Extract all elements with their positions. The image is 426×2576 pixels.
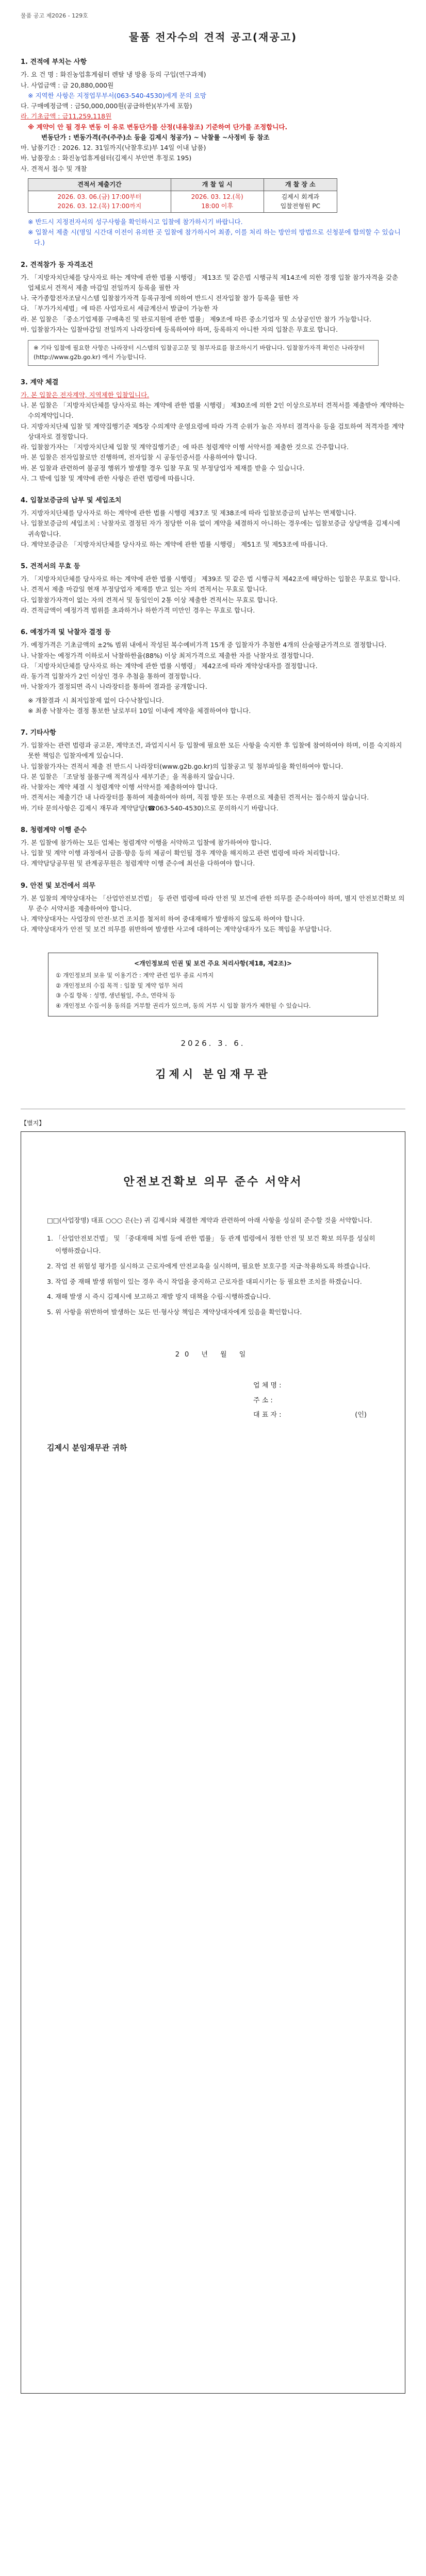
text-line: 다. 본 입찰은 「조달청 물품구매 적격심사 세부기준」을 적용하지 않습니다. bbox=[21, 772, 235, 781]
highlight-line: ※ 계약이 안 될 경우 변동 이 유로 변동단가를 산정(내용참조) 기준하여 단가를 조정합니다. bbox=[28, 123, 288, 131]
section-title: 3. 계약 체결 bbox=[21, 378, 59, 386]
table-header: 개 찰 일 시 bbox=[171, 178, 264, 191]
privacy-item: ③ 수집 항목 : 성명, 생년월일, 주소, 연락처 등 bbox=[56, 992, 176, 999]
signature-label: 주 소 : bbox=[253, 1396, 273, 1404]
page-title: 물품 전자수의 견적 공고(재공고) bbox=[128, 30, 298, 43]
text-line: 나. 계약상대자는 사업장의 안전·보건 조치를 철저히 하여 중대재해가 발생하지 않도록 하여야 합니다. bbox=[21, 915, 305, 923]
signature-value bbox=[300, 1379, 367, 1394]
text-line: 바. 본 입찰과 관련하여 불공정 행위가 발생할 경우 입찰 무효 및 부정당업자 제재를 받을 수 있습니다. bbox=[21, 464, 305, 472]
notice-date: 2026. 3. 6. bbox=[181, 1039, 245, 1048]
text-line: 나. 입찰보증금의 세입조치 : 낙찰자로 결정된 자가 정당한 이유 없이 계약을 체결하지 아니하는 경우에는 입찰보증금 상당액을 김제시에 귀속합니다. bbox=[21, 519, 400, 538]
table-header: 개 찰 장 소 bbox=[264, 178, 337, 191]
section-title: 8. 청렴계약 이행 준수 bbox=[21, 826, 87, 834]
table-cell: 2026. 03. 12.(목) 18:00 이후 bbox=[171, 191, 264, 213]
section-7 bbox=[21, 727, 405, 814]
section-3 bbox=[21, 377, 405, 484]
pledge-item: 1. 「산업안전보건법」 및 「중대재해 처벌 등에 관한 법률」 등 관계 법령에서 정한 안전 및 보건 확보 의무를 성실히 이행하겠습니다. bbox=[47, 1234, 375, 1255]
section-title: 6. 예정가격 및 낙찰자 결정 등 bbox=[21, 629, 111, 637]
signature-value: (인) bbox=[355, 1411, 367, 1419]
text-line: 변동단가 : 변동가격(주(주주)소 등을 김제시 청공가) ~ 낙찰률 ~사정비 등 참조 bbox=[41, 133, 270, 141]
text-line: 바. 기타 문의사항은 김제시 재무과 계약담당(☎063-540-4530)으로 문의하시기 바랍니다. bbox=[21, 804, 278, 812]
text-line: 다. 계약보증금은 「지방자치단체를 당사자로 하는 계약에 관한 법률 시행령」 제51조 및 제53조에 따릅니다. bbox=[21, 540, 328, 548]
note-line: ※ 반드시 지정전자서의 성구사항을 확인하시고 입찰에 참가하시기 바랍니다. bbox=[28, 217, 243, 226]
text-line: 마. 입찰참가자는 입찰마감일 전일까지 나라장터에 등록하여야 하며, 등록하지 아니한 자의 입찰은 무효로 합니다. bbox=[21, 325, 338, 333]
section-8 bbox=[21, 825, 405, 869]
text-line: 나. 국가종합전자조달시스템 입찰참가자격 등록규정에 의하여 반드시 전자입찰 참가 등록을 필한 자 bbox=[21, 294, 299, 302]
privacy-item: ② 개인정보의 수집 목적 : 입찰 및 계약 업무 처리 bbox=[56, 981, 184, 989]
section-title: 1. 견적에 부치는 사항 bbox=[21, 58, 87, 66]
section-title: 7. 기타사항 bbox=[21, 729, 56, 737]
text-line: 다. 「지방자치단체를 당사자로 하는 계약에 관한 법률 시행령」 제42조에 따라 계약상대자를 결정합니다. bbox=[21, 662, 318, 670]
signature-row bbox=[253, 1379, 379, 1394]
signature-label: 업 체 명 : bbox=[253, 1381, 282, 1389]
pledge-item: 3. 작업 중 재해 발생 위험이 있는 경우 즉시 작업을 중지하고 근로자를 대피시키는 등 필요한 조치를 하겠습니다. bbox=[47, 1277, 362, 1285]
text-line: 나. 입찰참가자는 견적서 제출 전 반드시 나라장터(www.g2b.go.kr)의 입찰공고 및 첨부파일을 확인하여야 합니다. bbox=[21, 762, 343, 770]
text-line: 라. 입찰참가자는 「지방자치단체 입찰 및 계약집행기준」에 따른 청렴계약 이행 서약서를 제출한 것으로 간주합니다. bbox=[21, 443, 349, 451]
signature-value bbox=[300, 1394, 367, 1409]
text-line: 사. 견적서 접수 및 개찰 bbox=[21, 164, 87, 173]
text-line: 나. 낙찰자는 예정가격 이하로서 낙찰하한율(88%) 이상 최저가격으로 제출한 자를 낙찰자로 결정합니다. bbox=[21, 651, 314, 659]
schedule-table bbox=[28, 178, 337, 213]
section-title: 4. 입찰보증금의 납부 및 세입조치 bbox=[21, 497, 122, 505]
text-line: 가. 지방자치단체를 당사자로 하는 계약에 관한 법률 시행령 제37조 및 제38조에 따라 입찰보증금의 납부는 면제합니다. bbox=[21, 509, 356, 517]
pledge-item: 5. 위 사항을 위반하여 발생하는 모든 민·형사상 책임은 계약상대자에게 있음을 확인합니다. bbox=[47, 1308, 302, 1316]
section-title: 9. 안전 및 보건에서 의무 bbox=[21, 882, 96, 890]
highlight-line: 라. 기초금액 : 금11,259,118원 bbox=[21, 112, 112, 121]
issuer-name: 김제시 분임재무관 bbox=[155, 1067, 271, 1080]
note-line: ※ 최종 낙찰자는 결정 통보한 날로부터 10일 이내에 계약을 체결하여야 합니다. bbox=[28, 706, 251, 715]
text-line: 마. 견적서는 제출기간 내 나라장터를 통하여 제출하여야 하며, 직접 방문 또는 우편으로 제출된 견적서는 접수하지 않습니다. bbox=[21, 793, 369, 802]
text-line: 가. 본 입찰에 참가하는 모든 업체는 청렴계약 이행을 서약하고 입찰에 참가하여야 합니다. bbox=[21, 838, 272, 846]
table-cell: 김제시 회계과 입찰전형원 PC bbox=[264, 191, 337, 213]
notice-number: 물품 공고 제2026 - 129호 bbox=[21, 12, 88, 19]
note-line: ※ 입찰서 제출 시(명일 시간대 이전이 유의한 곳 입찰에 참가하시어 최종, 이를 처리 하는 방안의 방법으로 신청분에 합의할 수 있습니다.) bbox=[28, 228, 401, 247]
text-line: 나. 견적서 제출 마감일 현재 부정당업자 제재를 받고 있는 자의 견적서는 무효로 합니다. bbox=[21, 585, 268, 594]
section-2 bbox=[21, 260, 405, 366]
privacy-title: <개인정보의 인권 및 보건 주요 처리사항(제18, 제2조)> bbox=[134, 959, 292, 967]
text-line: 다. 지방자치단체 입찰 및 계약집행기준 제5장 수의계약 운영요령에 따라 가격 순위가 높은 자부터 결격사유 등을 검토하여 적격자를 계약상대자로 결정합니다. bbox=[21, 422, 404, 440]
text-line: 다. 입찰참가자격이 없는 자의 견적서 및 동일인이 2통 이상 제출한 견적서는 무효로 합니다. bbox=[21, 596, 278, 604]
text-line: 나. 본 입찰은 「지방자치단체를 당사자로 하는 계약에 관한 법률 시행령」 제30조에 의한 2인 이상으로부터 견적서를 제출받아 계약하는 수의계약입니다. bbox=[21, 401, 405, 420]
text-line: 라. 낙찰자는 계약 체결 시 청렴계약 이행 서약서를 제출하여야 합니다. bbox=[21, 783, 218, 791]
signature-row bbox=[253, 1394, 379, 1409]
pledge-intro: □□(사업장명) 대표 ○○○ 은(는) 귀 김제시와 체결한 계약과 관련하여 아래 사항을 성실히 준수할 것을 서약합니다. bbox=[47, 1216, 372, 1224]
text-line: 가. 「지방자치단체를 당사자로 하는 계약에 관한 법률 시행령」 제39조 및 같은 법 시행규칙 제42조에 해당하는 입찰은 무효로 합니다. bbox=[21, 575, 401, 583]
bottom-spacer bbox=[21, 2394, 405, 2455]
text-line: 가. 입찰자는 관련 법령과 공고문, 계약조건, 과업지시서 등 입찰에 필요한 모든 사항을 숙지한 후 입찰에 참여하여야 하며, 이를 숙지하지 못한 책임은 입찰자에게 있습니다. bbox=[21, 741, 402, 760]
note-line: ※ 개찰결과 시 최저입찰제 없이 다수낙찰입니다. bbox=[28, 696, 164, 704]
text-line: 가. 예정가격은 기초금액의 ±2% 범위 내에서 작성된 복수예비가격 15개 중 입찰자가 추첨한 4개의 산술평균가격으로 결정합니다. bbox=[21, 641, 387, 649]
attachment-label: 【별지】 bbox=[21, 1119, 45, 1127]
pledge-date: 20 년 월 일 bbox=[175, 1350, 251, 1359]
privacy-notice-box bbox=[48, 953, 378, 1017]
pledge-addressee: 김제시 분임재무관 귀하 bbox=[47, 1443, 127, 1452]
section-9 bbox=[21, 880, 405, 935]
privacy-item: ① 개인정보의 보유 및 이용기간 : 계약 관련 업무 종료 시까지 bbox=[56, 972, 214, 979]
text-line: 바. 납품장소 : 화진농업휴게쉼터(김제시 부안면 후정로 195) bbox=[21, 154, 192, 162]
signature-block bbox=[253, 1379, 379, 1423]
text-line: 라. 견적금액이 예정가격 범위를 초과하거나 하한가격 미만인 경우는 무효로 합니다. bbox=[21, 606, 255, 614]
signature-label: 대 표 자 : bbox=[253, 1411, 282, 1419]
section-6 bbox=[21, 627, 405, 716]
note-line: ※ 지역한 사항은 지정업무부서(063-540-4530)에게 문의 요망 bbox=[28, 91, 206, 99]
text-line: 사. 그 밖에 입찰 및 계약에 관한 사항은 관련 법령에 따릅니다. bbox=[21, 474, 195, 482]
text-line: 가. 「지방자치단체를 당사자로 하는 계약에 관한 법률 시행령」 제13조 및 같은법 시행규칙 제14조에 의한 경쟁 입찰 참가자격을 갖춘 업체로서 견적서 제출 마감일 전일까지 등록을 필한 자 bbox=[21, 273, 399, 292]
text-line: 나. 입찰 및 계약 이행 과정에서 금품·향응 등의 제공이 확인될 경우 계약을 해지하고 관련 법령에 따라 처리합니다. bbox=[21, 849, 340, 857]
table-header: 견적서 제출기간 bbox=[28, 178, 171, 191]
text-line: 나. 사업금액 : 금 20,880,000원 bbox=[21, 81, 114, 89]
table-row bbox=[28, 191, 337, 213]
highlight-line: 가. 본 입찰은 전자계약, 지역제한 입찰입니다. bbox=[21, 391, 150, 399]
text-line: 다. 계약담당공무원 및 관계공무원은 청렴계약 이행 준수에 최선을 다하여야 합니다. bbox=[21, 859, 255, 868]
text-line: 다. 「부가가치세법」에 따른 사업자로서 세금계산서 발급이 가능한 자 bbox=[21, 304, 218, 313]
text-line: 마. 본 입찰은 전자입찰로만 진행하며, 전자입찰 시 공동인증서를 사용하여야 합니다. bbox=[21, 453, 257, 462]
section-title: 5. 견적서의 무효 등 bbox=[21, 563, 80, 571]
text-line: 라. 본 입찰은 「중소기업제품 구매촉진 및 판로지원에 관한 법률」 제9조에 따른 중소기업자 및 소상공인만 참가 가능합니다. bbox=[21, 315, 372, 323]
text-line: 가. 본 입찰의 계약상대자는 「산업안전보건법」 등 관련 법령에 따라 안전 및 보건에 관한 의무를 준수하여야 하며, 별지 안전보건확보 의무 준수 서약서를 제출하여야 합니다. bbox=[21, 894, 405, 912]
text-line: 가. 요 건 명 : 화진농업휴게쉼터 렌탈 냉 방용 등의 구입(연구과제) bbox=[21, 71, 206, 79]
text-line: 마. 낙찰자가 결정되면 즉시 나라장터를 통하여 결과를 공개합니다. bbox=[21, 683, 207, 691]
text-line: 다. 구매예정금액 : 금50,000,000원(공급하한)(부가세 포함) bbox=[21, 102, 192, 110]
privacy-item: ④ 개인정보 수집·이용 동의를 거부할 권리가 있으며, 동의 거부 시 입찰 참가가 제한될 수 있습니다. bbox=[56, 1002, 311, 1009]
pledge-title: 안전보건확보 의무 준수 서약서 bbox=[123, 1176, 303, 1189]
pledge-form bbox=[21, 1131, 405, 2394]
section-5 bbox=[21, 561, 405, 616]
pledge-item: 2. 작업 전 위험성 평가를 실시하고 근로자에게 안전교육을 실시하며, 필요한 보호구를 지급·착용하도록 하겠습니다. bbox=[47, 1262, 370, 1270]
section-1 bbox=[21, 57, 405, 248]
section-title: 2. 견적참가 등 자격조건 bbox=[21, 261, 93, 269]
section-4 bbox=[21, 495, 405, 550]
text-line: 라. 동가격 입찰자가 2인 이상인 경우 추첨을 통하여 결정합니다. bbox=[21, 672, 201, 681]
text-line: 다. 계약상대자가 안전 및 보건 의무를 위반하여 발생한 사고에 대하여는 계약상대자가 모든 책임을 부담합니다. bbox=[21, 925, 332, 934]
signature-row bbox=[253, 1408, 379, 1423]
text-line: 마. 납품기간 : 2026. 12. 31일까지(낙찰후로)부 14일 이내 납품) bbox=[21, 144, 206, 151]
note-box: ※ 기타 입찰에 필요한 사항은 나라장터 시스템의 입찰공고문 및 첨부자료를 참조하시기 바랍니다. 입찰참가자격 확인은 나라장터 (http://www.g2b.go.kr) 에서 가능합니다. bbox=[28, 340, 379, 366]
pledge-item: 4. 재해 발생 시 즉시 김제시에 보고하고 재발 방지 대책을 수립·시행하겠습니다. bbox=[47, 1293, 271, 1301]
table-cell: 2026. 03. 06.(금) 17:00부터 2026. 03. 12.(목) 17:00까지 bbox=[28, 191, 171, 213]
